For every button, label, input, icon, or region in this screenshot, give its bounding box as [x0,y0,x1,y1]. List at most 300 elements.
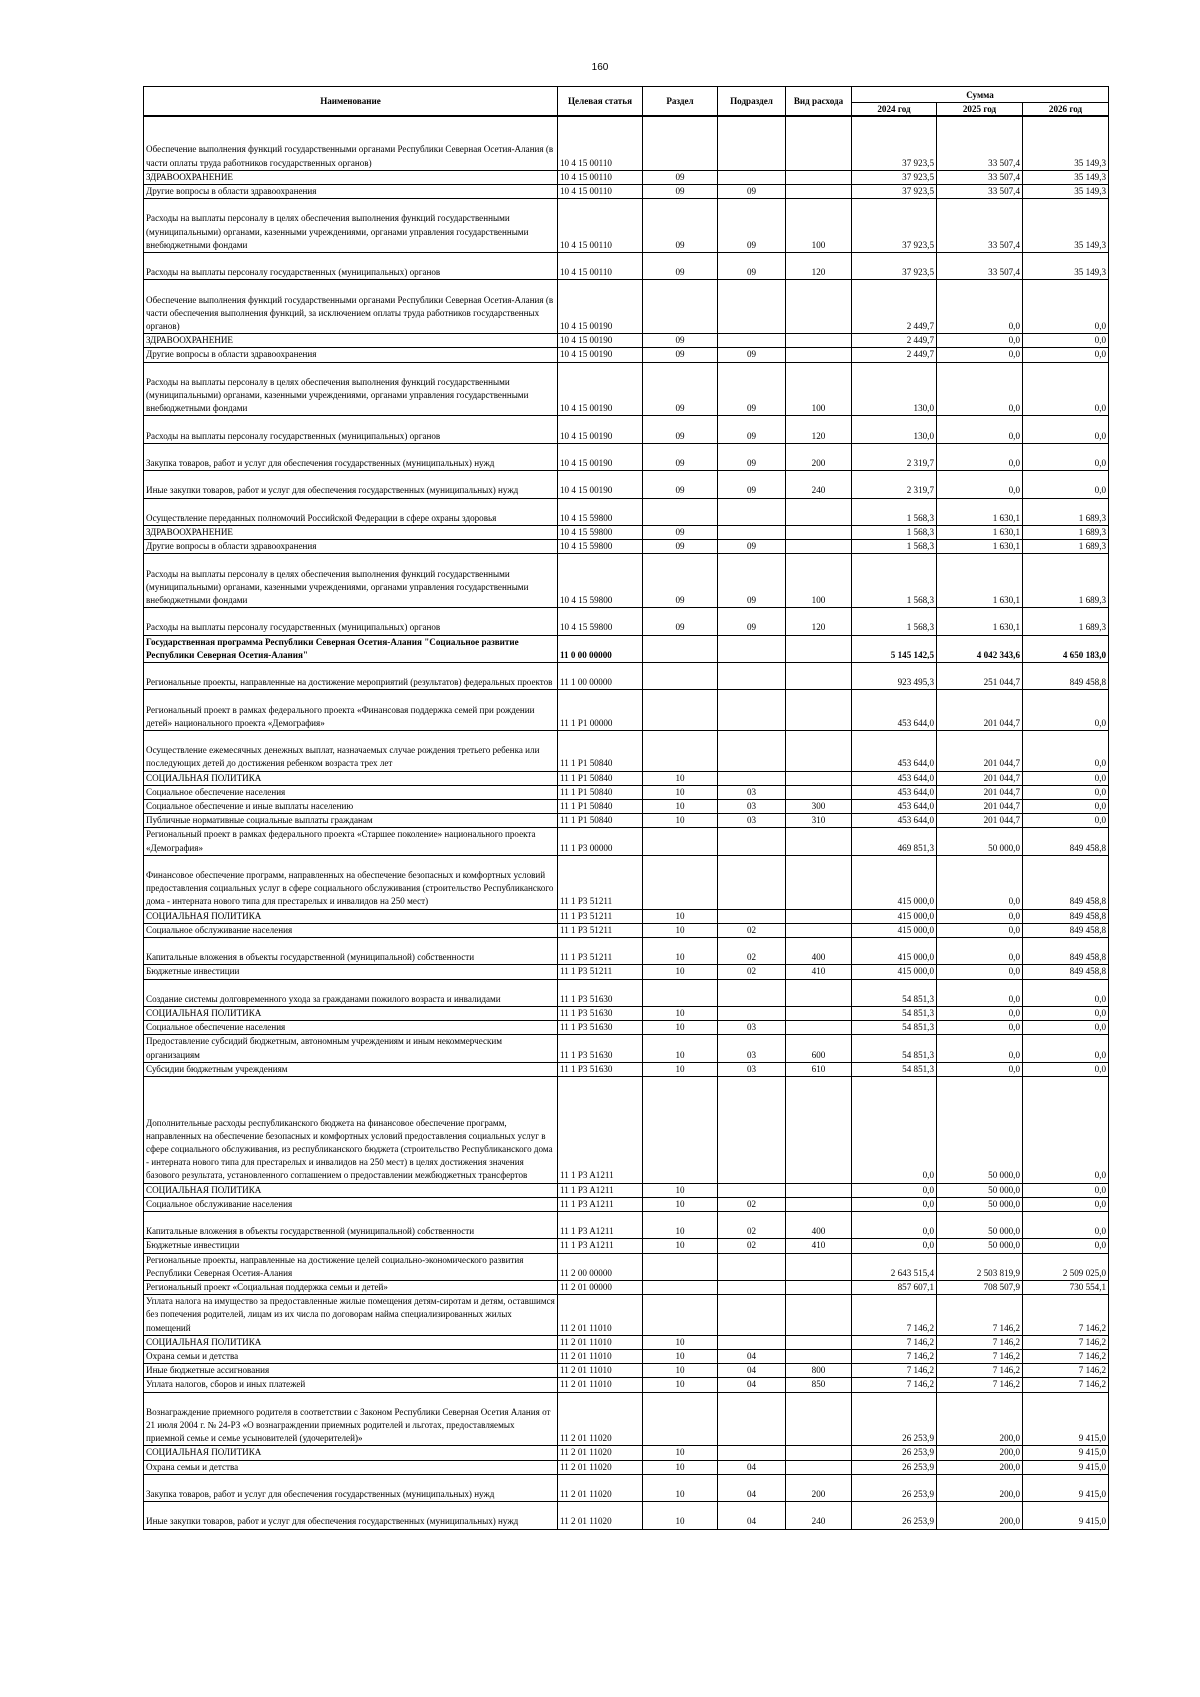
row-amount-2026: 0,0 [1023,348,1109,362]
row-expense-type: 100 [786,554,852,608]
row-name: Расходы на выплаты персоналу в целях обеспечения выполнения функций государственными (муниципальными) органами, казенными учреждениями, органами управления государственными внебюджетными фондами [144,362,558,416]
row-amount-2024: 54 851,3 [852,1035,937,1062]
row-name: Капитальные вложения в объекты государственной (муниципальной) собственности [144,1211,558,1238]
row-target-code: 11 2 01 11020 [558,1460,643,1474]
row-amount-2026: 0,0 [1023,1183,1109,1197]
row-target-code: 11 1 P3 A1211 [558,1183,643,1197]
row-target-code: 11 1 P3 A1211 [558,1076,643,1183]
row-section: 10 [643,1474,718,1501]
row-amount-2025: 1 630,1 [937,608,1023,635]
row-name: Осуществление ежемесячных денежных выплат, назначаемых случае рождения третьего ребенка или последующих детей до достижения ребенком возраста трех лет [144,730,558,771]
row-amount-2024: 37 923,5 [852,185,937,199]
row-name: Социальное обеспечение населения [144,785,558,799]
row-expense-type: 240 [786,1502,852,1529]
row-section: 09 [643,199,718,253]
row-amount-2024: 37 923,5 [852,199,937,253]
row-name: ЗДРАВООХРАНЕНИЕ [144,170,558,184]
row-amount-2025: 33 507,4 [937,253,1023,280]
row-amount-2025: 201 044,7 [937,799,1023,813]
table-row [144,1239,1109,1253]
row-name: Уплата налогов, сборов и иных платежей [144,1378,558,1392]
row-section [643,635,718,662]
row-expense-type [786,1021,852,1035]
row-expense-type: 850 [786,1378,852,1392]
row-section [643,1295,718,1336]
row-amount-2025: 50 000,0 [937,1239,1023,1253]
row-amount-2024: 0,0 [852,1183,937,1197]
row-section: 10 [643,1364,718,1378]
row-name: Расходы на выплаты персоналу в целях обеспечения выполнения функций государственными (муниципальными) органами, казенными учреждениями, органами управления государственными внебюджетными фондами [144,199,558,253]
table-row [144,362,1109,416]
row-name: Государственная программа Республики Северная Осетия-Алания "Социальное развитие Республики Северная Осетия-Алания" [144,635,558,662]
row-subsection: 02 [718,1197,786,1211]
row-amount-2026: 0,0 [1023,1035,1109,1062]
row-subsection [718,909,786,923]
row-name: Субсидии бюджетным учреждениям [144,1062,558,1076]
row-amount-2024: 0,0 [852,1197,937,1211]
row-amount-2025: 50 000,0 [937,1211,1023,1238]
row-amount-2025: 0,0 [937,334,1023,348]
row-subsection [718,690,786,731]
row-section: 10 [643,1502,718,1529]
row-expense-type [786,662,852,689]
row-section: 10 [643,1021,718,1035]
row-target-code: 11 1 P3 51630 [558,1021,643,1035]
row-section: 10 [643,1211,718,1238]
row-target-code: 11 2 01 11020 [558,1392,643,1446]
row-section [643,730,718,771]
row-amount-2024: 415 000,0 [852,909,937,923]
row-amount-2024: 857 607,1 [852,1280,937,1294]
row-amount-2024: 453 644,0 [852,730,937,771]
row-name: СОЦИАЛЬНАЯ ПОЛИТИКА [144,1446,558,1460]
row-amount-2026: 2 509 025,0 [1023,1253,1109,1280]
row-amount-2025: 0,0 [937,471,1023,498]
row-target-code: 11 1 P3 00000 [558,828,643,855]
row-section: 10 [643,771,718,785]
row-amount-2026: 4 650 183,0 [1023,635,1109,662]
row-section: 10 [643,1035,718,1062]
row-amount-2025: 33 507,4 [937,116,1023,170]
row-expense-type [786,334,852,348]
row-amount-2026: 35 149,3 [1023,253,1109,280]
row-amount-2024: 2 319,7 [852,443,937,470]
row-amount-2025: 1 630,1 [937,525,1023,539]
row-amount-2025: 708 507,9 [937,1280,1023,1294]
row-amount-2025: 0,0 [937,1006,1023,1020]
row-section: 10 [643,1006,718,1020]
table-row [144,1502,1109,1529]
table-row [144,1211,1109,1238]
row-subsection [718,116,786,170]
row-amount-2025: 0,0 [937,937,1023,964]
row-amount-2025: 50 000,0 [937,1076,1023,1183]
row-amount-2024: 54 851,3 [852,1006,937,1020]
row-amount-2025: 7 146,2 [937,1364,1023,1378]
row-amount-2025: 0,0 [937,416,1023,443]
row-amount-2024: 415 000,0 [852,855,937,909]
row-target-code: 11 1 P3 51211 [558,923,643,937]
row-amount-2024: 2 449,7 [852,334,937,348]
row-name: Бюджетные инвестиции [144,1239,558,1253]
row-section [643,1392,718,1446]
row-amount-2025: 251 044,7 [937,662,1023,689]
row-amount-2026: 0,0 [1023,690,1109,731]
row-subsection: 03 [718,799,786,813]
row-amount-2024: 26 253,9 [852,1392,937,1446]
row-amount-2026: 1 689,3 [1023,554,1109,608]
table-row [144,1006,1109,1020]
row-expense-type: 400 [786,1211,852,1238]
row-expense-type [786,348,852,362]
table-row [144,1364,1109,1378]
row-amount-2026: 0,0 [1023,280,1109,334]
row-target-code: 10 4 15 59800 [558,554,643,608]
table-row [144,416,1109,443]
row-subsection [718,1006,786,1020]
table-row [144,334,1109,348]
table-body [144,116,1109,1529]
table-row [144,1183,1109,1197]
table-row [144,690,1109,731]
row-subsection: 03 [718,785,786,799]
row-amount-2025: 200,0 [937,1474,1023,1501]
table-row [144,1197,1109,1211]
row-amount-2026: 1 689,3 [1023,498,1109,525]
row-amount-2026: 0,0 [1023,771,1109,785]
row-amount-2025: 200,0 [937,1392,1023,1446]
row-subsection: 09 [718,608,786,635]
row-expense-type: 800 [786,1364,852,1378]
row-name: ЗДРАВООХРАНЕНИЕ [144,525,558,539]
row-expense-type [786,785,852,799]
row-target-code: 10 4 15 00190 [558,334,643,348]
page-number: 160 [591,62,609,73]
row-target-code: 10 4 15 59800 [558,608,643,635]
row-amount-2024: 2 319,7 [852,471,937,498]
row-subsection: 04 [718,1349,786,1363]
row-target-code: 10 4 15 59800 [558,498,643,525]
row-target-code: 11 1 P1 50840 [558,730,643,771]
row-section: 09 [643,525,718,539]
row-amount-2024: 0,0 [852,1211,937,1238]
row-expense-type [786,923,852,937]
row-amount-2026: 0,0 [1023,1076,1109,1183]
row-amount-2025: 200,0 [937,1502,1023,1529]
row-subsection: 03 [718,1062,786,1076]
row-amount-2024: 453 644,0 [852,785,937,799]
row-target-code: 10 4 15 00190 [558,362,643,416]
row-amount-2024: 7 146,2 [852,1349,937,1363]
row-amount-2024: 37 923,5 [852,170,937,184]
row-name: Вознаграждение приемного родителя в соответствии с Законом Республики Северная Осетия Алания от 21 июля 2004 г. № 24-РЗ «О вознаграждении приемных родителей и льготах, предоставляемых приемной семье и семье усыновителей (удочерителей)» [144,1392,558,1446]
row-expense-type [786,280,852,334]
table-row [144,1392,1109,1446]
row-amount-2026: 7 146,2 [1023,1378,1109,1392]
row-section: 10 [643,1460,718,1474]
table-row [144,1253,1109,1280]
row-amount-2024: 2 643 515,4 [852,1253,937,1280]
row-section: 10 [643,1335,718,1349]
row-name: Региональный проект в рамках федерального проекта «Финансовая поддержка семей при рождении детей» национального проекта «Демография» [144,690,558,731]
row-section: 10 [643,799,718,813]
row-amount-2026: 0,0 [1023,1239,1109,1253]
row-target-code: 11 2 01 11010 [558,1335,643,1349]
row-amount-2025: 0,0 [937,1035,1023,1062]
row-name: Финансовое обеспечение программ, направленных на обеспечение безопасных и комфортных условий предоставления социальных услуг в сфере социального обслуживания (строительство Республиканского дома - интерната нового типа для престарелых и инвалидов на 250 мест) [144,855,558,909]
row-expense-type [786,1349,852,1363]
row-amount-2024: 7 146,2 [852,1295,937,1336]
header-2024: 2024 год [852,103,937,117]
row-amount-2026: 0,0 [1023,1211,1109,1238]
row-amount-2026: 7 146,2 [1023,1349,1109,1363]
row-subsection [718,1446,786,1460]
row-expense-type: 100 [786,362,852,416]
table-row [144,1295,1109,1336]
row-target-code: 11 1 P1 00000 [558,690,643,731]
row-expense-type: 300 [786,799,852,813]
row-section [643,116,718,170]
row-target-code: 11 1 P3 A1211 [558,1197,643,1211]
row-amount-2025: 201 044,7 [937,730,1023,771]
header-name: Наименование [144,87,558,117]
row-subsection [718,1295,786,1336]
row-amount-2025: 50 000,0 [937,1183,1023,1197]
table-row [144,253,1109,280]
row-amount-2024: 54 851,3 [852,1062,937,1076]
row-target-code: 11 2 01 11010 [558,1349,643,1363]
row-subsection [718,635,786,662]
row-target-code: 11 2 01 11020 [558,1502,643,1529]
row-subsection: 03 [718,1021,786,1035]
row-amount-2024: 923 495,3 [852,662,937,689]
row-subsection: 09 [718,471,786,498]
row-expense-type [786,540,852,554]
row-amount-2025: 33 507,4 [937,185,1023,199]
table-row [144,1035,1109,1062]
row-expense-type: 600 [786,1035,852,1062]
row-target-code: 10 4 15 00190 [558,280,643,334]
row-expense-type: 120 [786,253,852,280]
row-expense-type [786,525,852,539]
row-subsection [718,855,786,909]
row-amount-2024: 37 923,5 [852,253,937,280]
row-amount-2025: 1 630,1 [937,554,1023,608]
row-target-code: 11 2 01 11020 [558,1446,643,1460]
row-expense-type [786,1197,852,1211]
row-section: 09 [643,554,718,608]
row-subsection [718,1280,786,1294]
row-expense-type [786,771,852,785]
row-name: Предоставление субсидий бюджетным, автономным учреждениям и иным некоммерческим организациям [144,1035,558,1062]
row-amount-2024: 2 449,7 [852,348,937,362]
table-row [144,923,1109,937]
row-section: 10 [643,937,718,964]
row-target-code: 11 2 01 11010 [558,1295,643,1336]
row-amount-2026: 1 689,3 [1023,525,1109,539]
row-section: 09 [643,540,718,554]
row-expense-type: 120 [786,416,852,443]
row-subsection: 04 [718,1460,786,1474]
table-row [144,785,1109,799]
row-amount-2026: 0,0 [1023,334,1109,348]
table-row [144,1446,1109,1460]
table-row [144,730,1109,771]
row-amount-2025: 1 630,1 [937,498,1023,525]
row-section: 09 [643,362,718,416]
row-subsection: 09 [718,253,786,280]
row-name: СОЦИАЛЬНАЯ ПОЛИТИКА [144,1335,558,1349]
table-row [144,199,1109,253]
row-amount-2024: 54 851,3 [852,1021,937,1035]
table-row [144,937,1109,964]
row-name: Создание системы долговременного ухода за гражданами пожилого возраста и инвалидами [144,979,558,1006]
row-amount-2026: 1 689,3 [1023,608,1109,635]
row-amount-2024: 26 253,9 [852,1460,937,1474]
row-amount-2026: 7 146,2 [1023,1335,1109,1349]
header-subsection: Подраздел [718,87,786,117]
row-section: 10 [643,1378,718,1392]
table-row [144,1021,1109,1035]
row-target-code: 11 2 00 00000 [558,1253,643,1280]
row-amount-2025: 7 146,2 [937,1349,1023,1363]
table-row [144,635,1109,662]
row-amount-2025: 1 630,1 [937,540,1023,554]
row-target-code: 10 4 15 00190 [558,471,643,498]
row-name: Охрана семьи и детства [144,1460,558,1474]
row-amount-2024: 130,0 [852,362,937,416]
row-amount-2026: 849 458,8 [1023,828,1109,855]
row-amount-2024: 453 644,0 [852,690,937,731]
row-amount-2026: 9 415,0 [1023,1474,1109,1501]
row-amount-2024: 37 923,5 [852,116,937,170]
row-target-code: 11 0 00 00000 [558,635,643,662]
row-expense-type [786,1183,852,1197]
row-subsection: 09 [718,185,786,199]
row-subsection [718,1335,786,1349]
row-target-code: 11 1 P3 51211 [558,855,643,909]
table-row [144,1460,1109,1474]
row-name: Расходы на выплаты персоналу государственных (муниципальных) органов [144,608,558,635]
table-row [144,1335,1109,1349]
table-row [144,855,1109,909]
table-row [144,608,1109,635]
row-subsection: 02 [718,1211,786,1238]
row-name: СОЦИАЛЬНАЯ ПОЛИТИКА [144,909,558,923]
row-amount-2025: 0,0 [937,923,1023,937]
table-row [144,1062,1109,1076]
row-subsection [718,730,786,771]
row-amount-2024: 1 568,3 [852,540,937,554]
row-name: Капитальные вложения в объекты государственной (муниципальной) собственности [144,937,558,964]
row-section [643,855,718,909]
row-amount-2024: 1 568,3 [852,554,937,608]
table-row [144,170,1109,184]
row-amount-2026: 1 689,3 [1023,540,1109,554]
table-row [144,1349,1109,1363]
row-subsection [718,1392,786,1446]
header-sum: Сумма [852,87,1109,103]
row-subsection [718,498,786,525]
row-subsection [718,979,786,1006]
row-target-code: 10 4 15 00190 [558,416,643,443]
row-amount-2024: 415 000,0 [852,923,937,937]
row-subsection [718,280,786,334]
row-target-code: 10 4 15 59800 [558,540,643,554]
row-subsection [718,1076,786,1183]
row-expense-type: 240 [786,471,852,498]
row-amount-2025: 0,0 [937,909,1023,923]
row-amount-2026: 0,0 [1023,799,1109,813]
row-target-code: 11 1 P1 50840 [558,771,643,785]
row-section: 10 [643,965,718,979]
row-amount-2026: 849 458,8 [1023,855,1109,909]
row-amount-2024: 7 146,2 [852,1378,937,1392]
row-amount-2024: 453 644,0 [852,814,937,828]
row-amount-2026: 7 146,2 [1023,1295,1109,1336]
table-row [144,498,1109,525]
row-amount-2025: 201 044,7 [937,690,1023,731]
header-2025: 2025 год [937,103,1023,117]
row-amount-2026: 7 146,2 [1023,1364,1109,1378]
row-name: Региональный проект «Социальная поддержка семьи и детей» [144,1280,558,1294]
row-section [643,1076,718,1183]
row-name: Региональные проекты, направленные на достижение мероприятий (результатов) федеральных проектов [144,662,558,689]
row-amount-2024: 415 000,0 [852,937,937,964]
row-amount-2025: 200,0 [937,1446,1023,1460]
table-row [144,525,1109,539]
table-row [144,116,1109,170]
row-target-code: 11 1 00 00000 [558,662,643,689]
row-amount-2025: 0,0 [937,348,1023,362]
row-expense-type [786,855,852,909]
header-2026: 2026 год [1023,103,1109,117]
row-expense-type [786,185,852,199]
row-amount-2024: 1 568,3 [852,498,937,525]
row-section [643,498,718,525]
row-amount-2024: 1 568,3 [852,525,937,539]
row-amount-2025: 201 044,7 [937,814,1023,828]
row-section: 10 [643,1197,718,1211]
row-amount-2024: 7 146,2 [852,1364,937,1378]
table-row [144,471,1109,498]
row-target-code: 11 1 P1 50840 [558,799,643,813]
row-amount-2025: 50 000,0 [937,1197,1023,1211]
row-amount-2025: 0,0 [937,965,1023,979]
row-amount-2026: 0,0 [1023,1197,1109,1211]
table-row [144,965,1109,979]
row-amount-2026: 0,0 [1023,785,1109,799]
row-expense-type [786,1280,852,1294]
row-amount-2025: 201 044,7 [937,771,1023,785]
row-amount-2025: 4 042 343,6 [937,635,1023,662]
row-amount-2026: 0,0 [1023,1021,1109,1035]
row-subsection: 02 [718,937,786,964]
row-section [643,979,718,1006]
row-amount-2025: 7 146,2 [937,1378,1023,1392]
row-amount-2025: 0,0 [937,979,1023,1006]
row-amount-2025: 0,0 [937,855,1023,909]
row-amount-2024: 26 253,9 [852,1502,937,1529]
row-section [643,1253,718,1280]
row-subsection: 09 [718,443,786,470]
row-amount-2024: 7 146,2 [852,1335,937,1349]
table-row [144,662,1109,689]
row-amount-2025: 201 044,7 [937,785,1023,799]
row-amount-2025: 0,0 [937,280,1023,334]
row-subsection [718,525,786,539]
row-amount-2024: 0,0 [852,1076,937,1183]
